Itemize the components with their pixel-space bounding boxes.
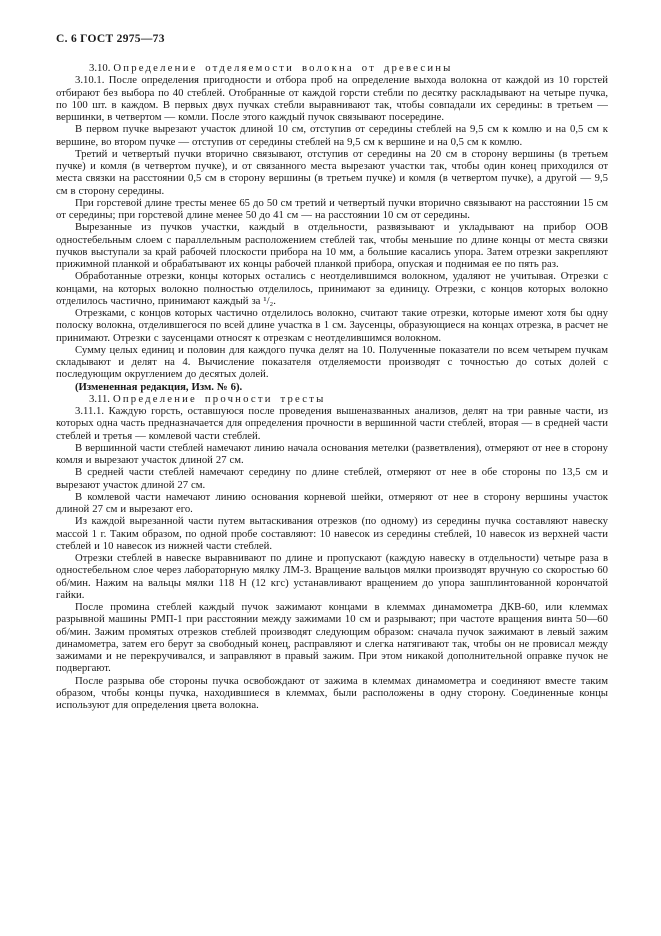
amendment-note: (Измененная редакция, Изм. № 6). — [75, 380, 243, 393]
section-number: 3.11. — [89, 392, 110, 405]
paragraph: При горстевой длине тресты менее 65 до 50 см третий и четвертый пучки вторично связывают на расстоянии 15 см от середины; при горстевой длине менее 50 до 41 см — на расстоянии 10 см от середины. — [56, 196, 608, 221]
section-heading-3-10 — [56, 62, 608, 74]
paragraph: Обработанные отрезки, концы которых остались с неотделившимся волокном, удаляют не учитывая. Отрезки с концами, на которых волокно полностью отделилось, принимают за единицу. Отрезки, с концов которых волокно отделилось частично, принимают каждый за ¹/₂. — [56, 270, 608, 307]
paragraph: После промина стеблей каждый пучок зажимают концами в клеммах динамометра ДКВ-60, или клеммах разрывной машины РМП-1 при расстоянии между зажимами 10 см и разрывают; при частоте вращения винта 50—60 об/мин. Зажим промятых отрезков стеблей производят следующим образом: сначала пучок зажимают в левый зажим динамометра, затем его берут за свободный конец, расправляют и слегка натягивают так, чтобы он не провисал между зажимами и не перекручивался, и заправляют в правый зажим. При этом никакой дополнительной оправке пучок не подвергают. — [56, 601, 608, 675]
document-body — [56, 62, 608, 711]
section-title: Определение прочности тресты — [112, 392, 326, 405]
paragraph: Вырезанные из пучков участки, каждый в отдельности, развязывают и укладывают на прибор ООВ одностебельным слоем с параллельным расположением стеблей так, чтобы меньшие по длине концы от места связки пучков выступали за край рабочей плоскости прибора на 10 мм, а большие касались упора. Затем отрезки закрепляют прижимной планкой и обрабатывают их концы рабочей планкой прибора, опуская и поднимая ее по пять раз. — [56, 221, 608, 270]
paragraph: В первом пучке вырезают участок длиной 10 см, отступив от середины стеблей на 9,5 см к комлю и на 0,5 см к вершине, во втором пучке — отступив от середины стеблей на 9,5 см к вершине и на 0,5 см к комлю. — [56, 123, 608, 148]
paragraph: В комлевой части намечают линию основания корневой шейки, отмеряют от нее в сторону вершины участок длиной 27 см и вырезают его. — [56, 490, 608, 515]
paragraph: В вершинной части стеблей намечают линию начала основания метелки (разветвления), отмеряют от нее в сторону комля и вырезают участок длиной 27 см. — [56, 441, 608, 466]
paragraph: Из каждой вырезанной части путем вытаскивания отрезков (по одному) из середины пучка составляют навеску массой 1 г. Таким образом, по одной пробе составляют: 10 навесок из середины стеблей, 10 навесок из верхней части стеблей и 10 навесок из нижней части стеблей. — [56, 515, 608, 552]
section-number: 3.10. — [89, 62, 111, 74]
paragraph: 3.11.1. Каждую горсть, оставшуюся после проведения вышеназванных анализов, делят на три равные части, из которых одна часть предназначается для определения прочности в вершинной части стеблей, вторая — в средней части стеблей и третья — комлевой части стеблей. — [56, 405, 608, 442]
paragraph: Сумму целых единиц и половин для каждого пучка делят на 10. Полученные показатели по всем четырем пучкам складывают и делят на 4. Вычисление показателя отделяемости производят с точностью до сотых долей с последующим округлением до десятых долей. — [56, 343, 608, 381]
page-header: С. 6 ГОСТ 2975—73 — [56, 33, 165, 45]
paragraph: В средней части стеблей намечают середину по длине стеблей, отмеряют от нее в обе стороны по 13,5 см и вырезают участок длиной 27 см. — [56, 466, 608, 491]
paragraph: Отрезками, с концов которых частично отделилось волокно, считают такие отрезки, которые имеют хотя бы одну полоску волокна, отделившегося по всей длине участка в 1 см. Заусенцы, образующиеся на концах отрезка, в расчет не принимают. Отрезки с заусенцами относят к отрезкам с неотделившимся волокном. — [56, 307, 608, 344]
section-heading-3-11 — [56, 393, 608, 405]
paragraph: После разрыва обе стороны пучка освобождают от зажима в клеммах динамометра и соединяют вместе таким образом, чтобы концы пучка, находившиеся в клеммах, были расположены в одну сторону. Соединенные концы используют для определения цвета волокна. — [56, 674, 608, 711]
section-title: Определение отделяемости волокна от древесины — [113, 62, 453, 74]
paragraph: Третий и четвертый пучки вторично связывают, отступив от середины на 20 см в сторону вершины (в третьем пучке) и комля (в четвертом пучке), и от связанного места вырезают участки так, чтобы один конец приходился от места связки на расстоянии 0,5 см в сторону вершины (в третьем пучке) и комля (в четвертом пучке), а другой — 9,5 см в сторону середины. — [56, 147, 608, 197]
paragraph: Отрезки стеблей в навеске выравнивают по длине и пропускают (каждую навеску в отдельности) четыре раза в одностебельном слое через лабораторную мялку ЛМ-3. Вращение вальцов мялки производят вручную со скоростью 60 об/мин. Нажим на вальцы мялки 118 Н (12 кгс) устанавливают вращением до упора зашплинтованной корончатой гайки. — [56, 552, 608, 601]
paragraph: 3.10.1. После определения пригодности и отбора проб на определение выхода волокна от каждой из 10 горстей отбирают без выбора по 40 стеблей. Отобранные от каждой горсти стебли по десятку раскладывают на четыре пучка, по 100 шт. в каждом. В первых двух пучках стебли выравнивают так, чтобы совпадали их середины: в третьем — вершинки, в четвертом — комли. После этого каждый пучок связывают посередине. — [56, 74, 608, 123]
